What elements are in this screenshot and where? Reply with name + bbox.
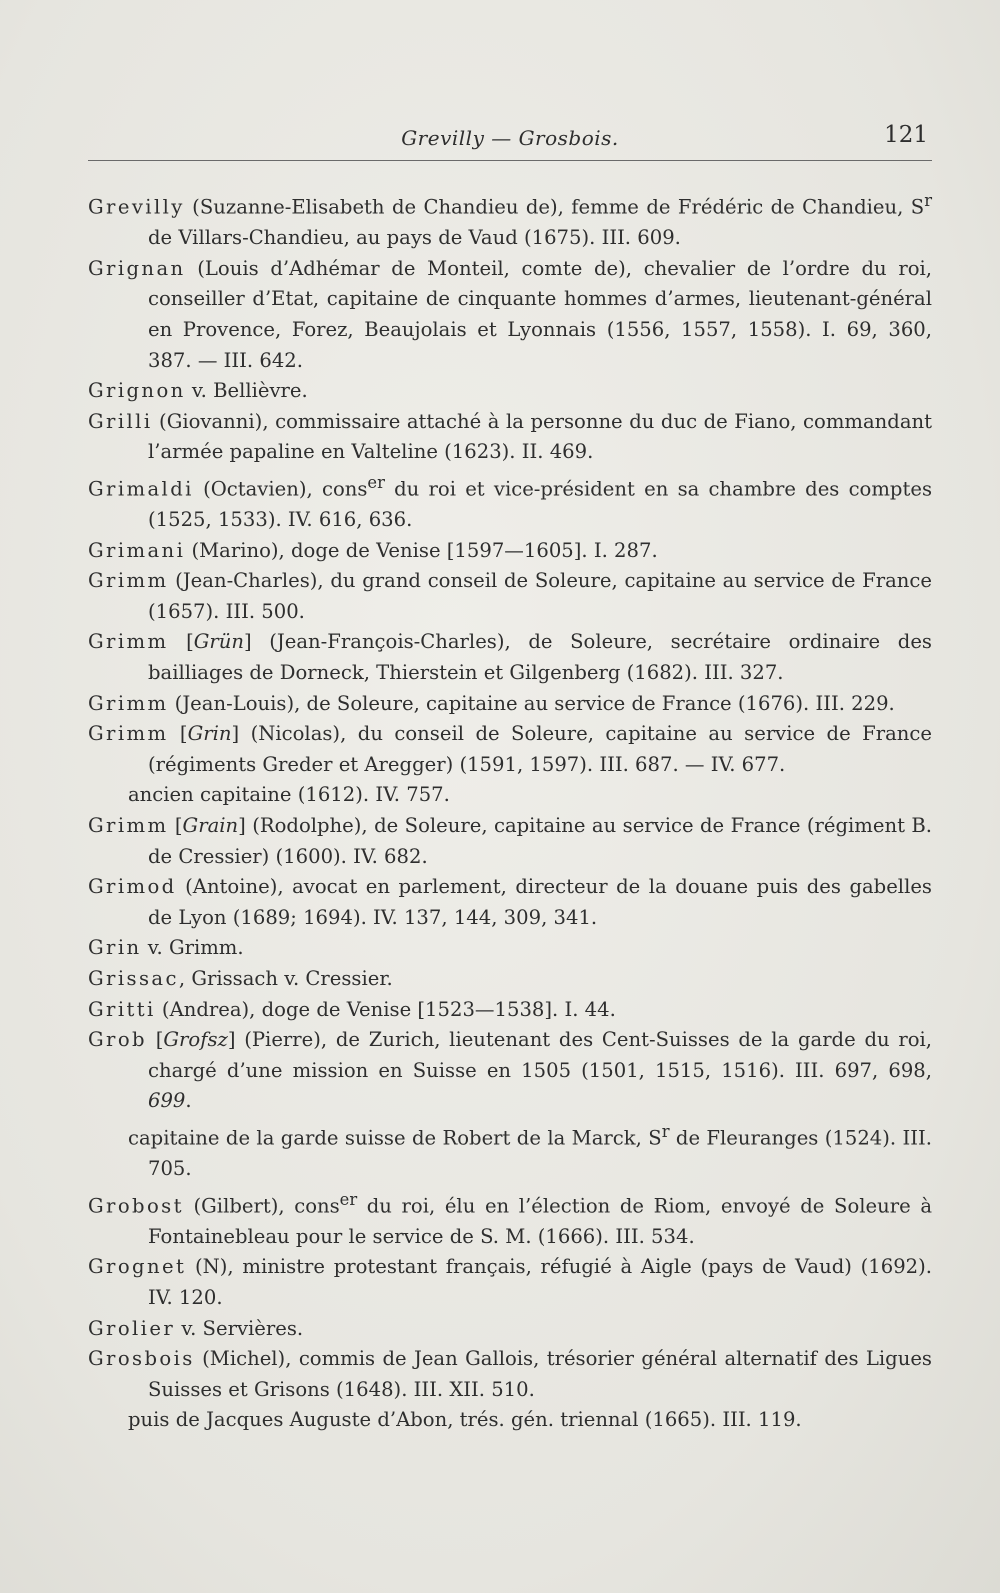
index-entry bbox=[88, 254, 932, 376]
index-entry bbox=[88, 811, 932, 872]
index-subentry bbox=[88, 1117, 932, 1185]
entry-superscript: r bbox=[661, 1121, 670, 1141]
entry-text: [ bbox=[168, 813, 183, 837]
entry-text: de Villars-Chandieu, au pays de Vaud (1675). III. 609. bbox=[148, 226, 681, 250]
entry-text: ] (Jean-François-Charles), de Soleure, secrétaire ordinaire des bailliages de Dorneck, Thierstein et Gilgenberg (1682). III. 327. bbox=[148, 630, 932, 684]
headword: Grimm bbox=[88, 722, 169, 746]
headword: Grobost bbox=[88, 1194, 184, 1218]
entry-text: (Jean-Charles), du grand conseil de Soleure, capitaine au service de France (1657). III. 500. bbox=[148, 569, 932, 623]
headword: Grimm bbox=[88, 630, 169, 654]
entry-text: . bbox=[185, 1089, 192, 1113]
headword: Grignan bbox=[88, 256, 186, 280]
headword: Grolier bbox=[88, 1316, 176, 1340]
index-entry bbox=[88, 376, 932, 407]
entry-text: ] (Pierre), de Zurich, lieutenant des Cent-Suisses de la garde du roi, chargé d’une mission en Suisse en 1505 (1501, 1515, 1516). III. 697, 698, bbox=[148, 1028, 933, 1082]
entry-text: , Grissach v. Cressier. bbox=[178, 966, 393, 990]
index-entry bbox=[88, 1314, 932, 1345]
entry-superscript: er bbox=[367, 472, 385, 492]
entry-text: (Jean-Louis), de Soleure, capitaine au service de France (1676). III. 229. bbox=[168, 691, 895, 715]
headword: Gritti bbox=[88, 997, 156, 1021]
index-entry bbox=[88, 689, 932, 720]
entry-text: v. Grimm. bbox=[141, 936, 244, 960]
entry-variant: Grain bbox=[182, 813, 239, 837]
index-entry bbox=[88, 1344, 932, 1405]
headword: Grissac bbox=[88, 966, 179, 990]
headword: Grimani bbox=[88, 538, 186, 562]
entry-text: (Giovanni), commissaire attaché à la personne du duc de Fiano, commandant l’armée papaline en Valteline (1623). II. 469. bbox=[148, 409, 932, 464]
index-entries bbox=[88, 186, 932, 1436]
headword: Grob bbox=[88, 1028, 147, 1052]
entry-text: (N), ministre protestant français, réfugié à Aigle (pays de Vaud) (1692). IV. 120. bbox=[148, 1255, 932, 1309]
entry-text: v. Bellièvre. bbox=[185, 379, 308, 403]
entry-text: [ bbox=[146, 1028, 164, 1052]
entry-text: (Octavien), cons bbox=[193, 477, 368, 501]
index-entry bbox=[88, 872, 932, 933]
page-number: 121 bbox=[884, 122, 928, 148]
entry-text: (Andrea), doge de Venise [1523—1538]. I. 44. bbox=[155, 997, 616, 1021]
index-entry bbox=[88, 566, 932, 627]
headword: Grimm bbox=[88, 691, 169, 715]
index-entry bbox=[88, 719, 932, 780]
headword: Grilli bbox=[88, 409, 153, 433]
index-entry bbox=[88, 933, 932, 964]
headword: Grignon bbox=[88, 379, 186, 403]
entry-text: (Gilbert), cons bbox=[183, 1194, 340, 1218]
entry-variant: Grin bbox=[187, 722, 232, 746]
entry-text: du roi et vice-président en sa chambre des comptes (1525, 1533). IV. 616, 636. bbox=[148, 477, 932, 531]
headword: Grevilly bbox=[88, 195, 185, 219]
entry-superscript: er bbox=[339, 1189, 358, 1209]
index-entry bbox=[88, 407, 932, 468]
index-entry bbox=[88, 1252, 932, 1313]
index-entry bbox=[88, 1185, 932, 1253]
entry-text: (Michel), commis de Jean Gallois, trésorier général alternatif des Ligues Suisses et Grisons (1648). III. XII. 510. bbox=[148, 1347, 932, 1401]
entry-text: (Marino), doge de Venise [1597—1605]. I. 287. bbox=[185, 538, 658, 562]
index-entry bbox=[88, 536, 932, 567]
entry-text: [ bbox=[168, 630, 194, 654]
headword: Grin bbox=[88, 936, 142, 960]
headword: Grimm bbox=[88, 813, 169, 837]
entry-text: ancien capitaine (1612). IV. 757. bbox=[128, 783, 450, 807]
index-entry bbox=[88, 964, 932, 995]
entry-text: (Antoine), avocat en parlement, directeur de la douane puis des gabelles de Lyon (1689; 1694). IV. 137, 144, 309, 341. bbox=[148, 875, 932, 929]
entry-text: capitaine de la garde suisse de Robert de la Marck, S bbox=[128, 1126, 662, 1150]
index-entry bbox=[88, 627, 932, 688]
index-subentry bbox=[88, 780, 932, 811]
entry-text: v. Servières. bbox=[175, 1316, 304, 1340]
entry-text: (Suzanne-Elisabeth de Chandieu de), femme de Frédéric de Chandieu, S bbox=[184, 195, 925, 219]
entry-text: ] (Rodolphe), de Soleure, capitaine au service de France (régiment B. de Cressier) (1600). IV. 682. bbox=[148, 813, 933, 868]
headword: Grimm bbox=[88, 569, 169, 593]
headword: Grimod bbox=[88, 875, 177, 899]
index-entry bbox=[88, 995, 932, 1026]
headword: Grognet bbox=[88, 1255, 187, 1279]
entry-text: puis de Jacques Auguste d’Abon, trés. gén. triennal (1665). III. 119. bbox=[128, 1408, 802, 1432]
entry-text: du roi, élu en l’élection de Riom, envoyé de Soleure à Fontainebleau pour le service de S. M. (1666). III. 534. bbox=[148, 1194, 933, 1248]
index-subentry bbox=[88, 1405, 932, 1436]
entry-text: ] (Nicolas), du conseil de Soleure, capitaine au service de France (régiments Greder et Aregger) (1591, 1597). III. 687. — IV. 677. bbox=[148, 722, 932, 776]
headword: Grosbois bbox=[88, 1347, 195, 1371]
running-title: Grevilly — Grosbois. bbox=[401, 126, 619, 150]
entry-italic-page: 699 bbox=[148, 1089, 186, 1113]
entry-text: [ bbox=[168, 722, 188, 746]
index-entry bbox=[88, 468, 932, 536]
entry-text: (Louis d’Adhémar de Monteil, comte de), chevalier de l’ordre du roi, conseiller d’Etat, capitaine de cinquante hommes d’armes, lieutenant-général en Provence, Forez, Beaujolais et Lyonnais (1556, 1557, 1558). I. 69, 360, 387. — III. 642. bbox=[148, 256, 932, 372]
index-entry bbox=[88, 186, 932, 254]
page-header bbox=[88, 122, 932, 161]
entry-variant: Grün bbox=[193, 630, 244, 654]
entry-superscript: r bbox=[924, 191, 932, 210]
entry-variant: Grofsz bbox=[163, 1028, 228, 1052]
headword: Grimaldi bbox=[88, 477, 194, 501]
entry-text: de Fleuranges (1524). III. 705. bbox=[148, 1126, 932, 1180]
index-entry bbox=[88, 1025, 932, 1117]
